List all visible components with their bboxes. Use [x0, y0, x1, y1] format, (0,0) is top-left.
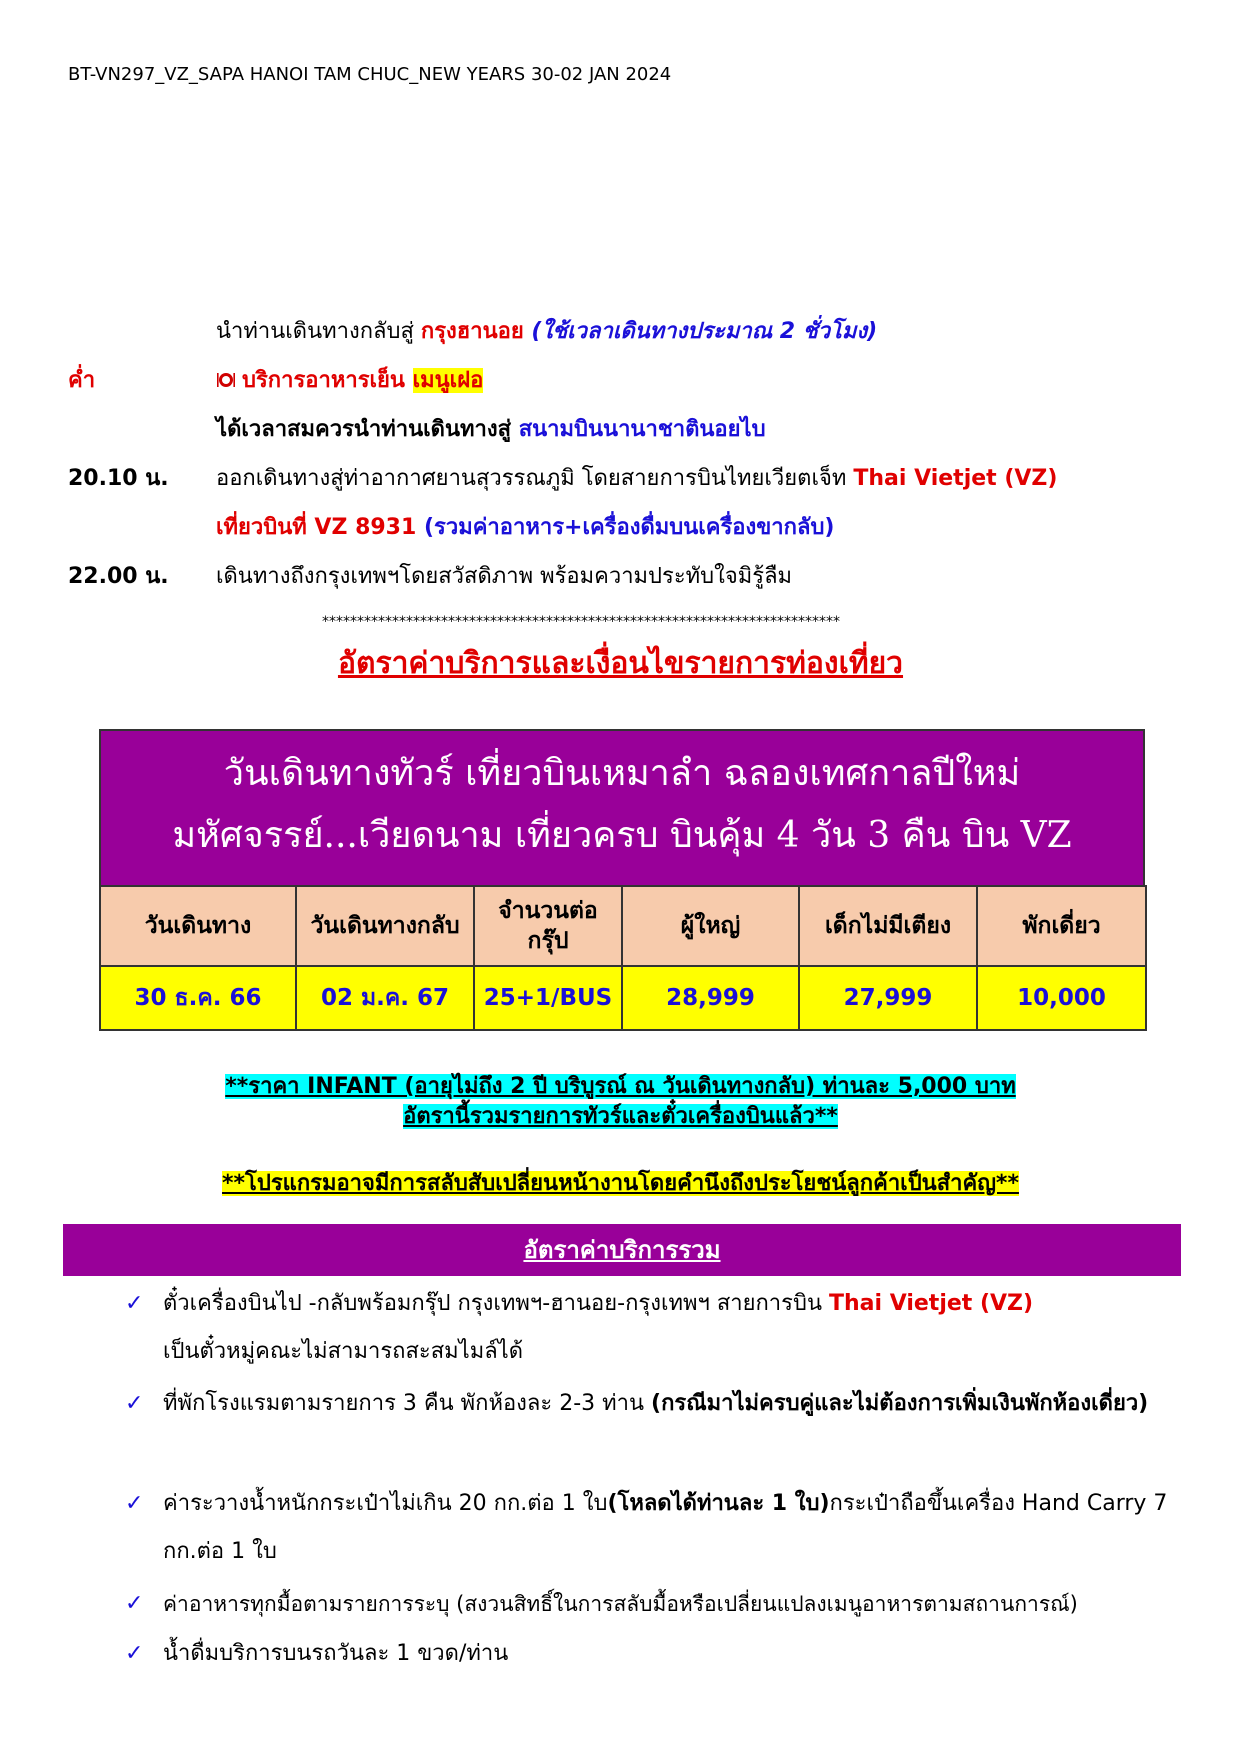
program-change-notice: **โปรแกรมอาจมีการสลับสับเปลี่ยนหน้างานโดยคำนึงถึงประโยชน์ลูกค้าเป็นสำคัญ** — [222, 1171, 1019, 1196]
time-label: 22.00 น. — [68, 564, 169, 589]
check-icon: ✓ — [125, 1641, 144, 1666]
itinerary-text: ออกเดินทางสู่ท่าอากาศยานสุวรรณภูมิ โดยสายการบินไทยเวียตเจ็ท — [216, 466, 854, 491]
flight-meal-note: (รวมค่าอาหาร+เครื่องดื่มบนเครื่องขากลับ) — [423, 515, 835, 540]
itinerary-row-return-hanoi — [68, 312, 1188, 352]
airline-name: Thai Vietjet (VZ) — [828, 1291, 1034, 1316]
check-icon: ✓ — [125, 1291, 144, 1316]
price-table-title-line1: วันเดินทางทัวร์ เที่ยวบินเหมาลำ ฉลองเทศกาลปีใหม่ — [223, 753, 1021, 794]
included-item-water — [125, 1630, 1185, 1678]
included-item-baggage — [125, 1480, 1185, 1576]
group-size: 25+1/BUS — [474, 966, 622, 1030]
item-text-line2: เป็นตั๋วหมู่คณะไม่สามารถสะสมไมล์ได้ — [163, 1339, 524, 1364]
price-grid — [99, 885, 1147, 1031]
itinerary-text: นำท่านเดินทางกลับสู่ — [216, 319, 421, 344]
included-item-air-ticket — [125, 1280, 1185, 1376]
time-label: 20.10 น. — [68, 466, 169, 491]
single-room-price: 10,000 — [977, 966, 1146, 1030]
included-item-meals — [125, 1580, 1185, 1628]
header-return-date: วันเดินทางกลับ — [296, 886, 474, 966]
included-item-hotel — [125, 1380, 1185, 1476]
flight-number: เที่ยวบินที่ VZ 8931 — [216, 515, 424, 540]
itinerary-text: เดินทางถึงกรุงเทพฯโดยสวัสดิภาพ พร้อมความประทับใจมิรู้ลืม — [216, 564, 793, 589]
header-child-no-bed: เด็กไม่มีเตียง — [799, 886, 977, 966]
price-table — [99, 729, 1145, 1031]
price-table-header — [99, 729, 1145, 885]
item-text: ตั๋วเครื่องบินไป -กลับพร้อมกรุ๊ป กรุงเทพฯ-ฮานอย-กรุงเทพฯ สายการบิน — [163, 1291, 829, 1316]
hand-carry-text: กระเป๋าถือขึ้นเครื่อง Hand Carry 7 กก.ต่อ 1 ใบ — [163, 1491, 1168, 1564]
price-table-title-line2: มหัศจรรย์...เวียดนาม เที่ยวครบ บินคุ้ม 4 วัน 3 คืน บิน VZ — [172, 815, 1072, 856]
price-header-row — [100, 886, 1146, 966]
separator: ************************************************************************** — [322, 614, 840, 630]
itinerary-row-flight — [68, 508, 1188, 548]
itinerary-row-departure — [68, 459, 1188, 499]
destination-noi-bai: สนามบินนานาชาตินอยไบ — [518, 417, 766, 442]
included-services-title: อัตราค่าบริการรวม — [63, 1224, 1181, 1276]
itinerary-row-dinner — [68, 361, 1188, 401]
item-text: ที่พักโรงแรมตามรายการ 3 คืน พักห้องละ 2-3 ท่าน — [163, 1391, 652, 1416]
dining-icon — [216, 363, 236, 383]
dinner-service: บริการอาหารเย็น — [242, 368, 413, 393]
destination-hanoi: กรุงฮานอย — [420, 319, 524, 344]
item-text: ค่าอาหารทุกมื้อตามรายการระบุ (สงวนสิทธิ์ในการสลับมื้อหรือเปลี่ยนแปลงเมนูอาหารตามสถานการณ์) — [163, 1592, 1078, 1616]
section-title: อัตราค่าบริการและเงื่อนไขรายการท่องเที่ยว — [337, 646, 904, 681]
header-adult: ผู้ใหญ่ — [622, 886, 799, 966]
item-text: น้ำดื่มบริการบนรถวันละ 1 ขวด/ท่าน — [163, 1641, 509, 1666]
adult-price: 28,999 — [622, 966, 799, 1030]
child-no-bed-price: 27,999 — [799, 966, 977, 1030]
return-date: 02 ม.ค. 67 — [296, 966, 474, 1030]
time-label: ค่ำ — [68, 368, 96, 393]
travel-time-note: (ใช้เวลาเดินทางประมาณ 2 ชั่วโมง) — [523, 319, 878, 344]
itinerary-text: ได้เวลาสมควรนำท่านเดินทางสู่ — [216, 417, 519, 442]
item-text: ค่าระวางน้ำหนักกระเป๋าไม่เกิน 20 กก.ต่อ 1 ใบ — [163, 1491, 608, 1516]
header-group-size: จำนวนต่อ กรุ๊ป — [474, 886, 622, 966]
itinerary-row-to-airport — [68, 410, 1188, 450]
document-code: BT-VN297_VZ_SAPA HANOI TAM CHUC_NEW YEARS 30-02 JAN 2024 — [68, 64, 672, 85]
header-departure-date: วันเดินทาง — [100, 886, 296, 966]
itinerary-row-arrival — [68, 557, 1188, 597]
infant-price-notice-line2: อัตรานี้รวมรายการทัวร์และตั๋วเครื่องบินแล้ว** — [403, 1104, 838, 1129]
header-single-room: พักเดี่ยว — [977, 886, 1146, 966]
airline-name: Thai Vietjet (VZ) — [853, 466, 1058, 491]
infant-price-notice: **ราคา INFANT (อายุไม่ถึง 2 ปี บริบูรณ์ ณ วันเดินทางกลับ) ท่านละ 5,000 บาท — [225, 1074, 1016, 1099]
check-icon: ✓ — [125, 1391, 144, 1416]
baggage-allowance: (โหลดได้ท่านละ 1 ใบ) — [607, 1491, 830, 1516]
departure-date: 30 ธ.ค. 66 — [100, 966, 296, 1030]
check-icon: ✓ — [125, 1591, 144, 1616]
check-icon: ✓ — [125, 1491, 144, 1516]
menu-pho: เมนูเฝอ — [412, 368, 484, 393]
price-value-row — [100, 966, 1146, 1030]
item-condition: (กรณีมาไม่ครบคู่และไม่ต้องการเพิ่มเงินพักห้องเดี่ยว) — [651, 1391, 1149, 1416]
